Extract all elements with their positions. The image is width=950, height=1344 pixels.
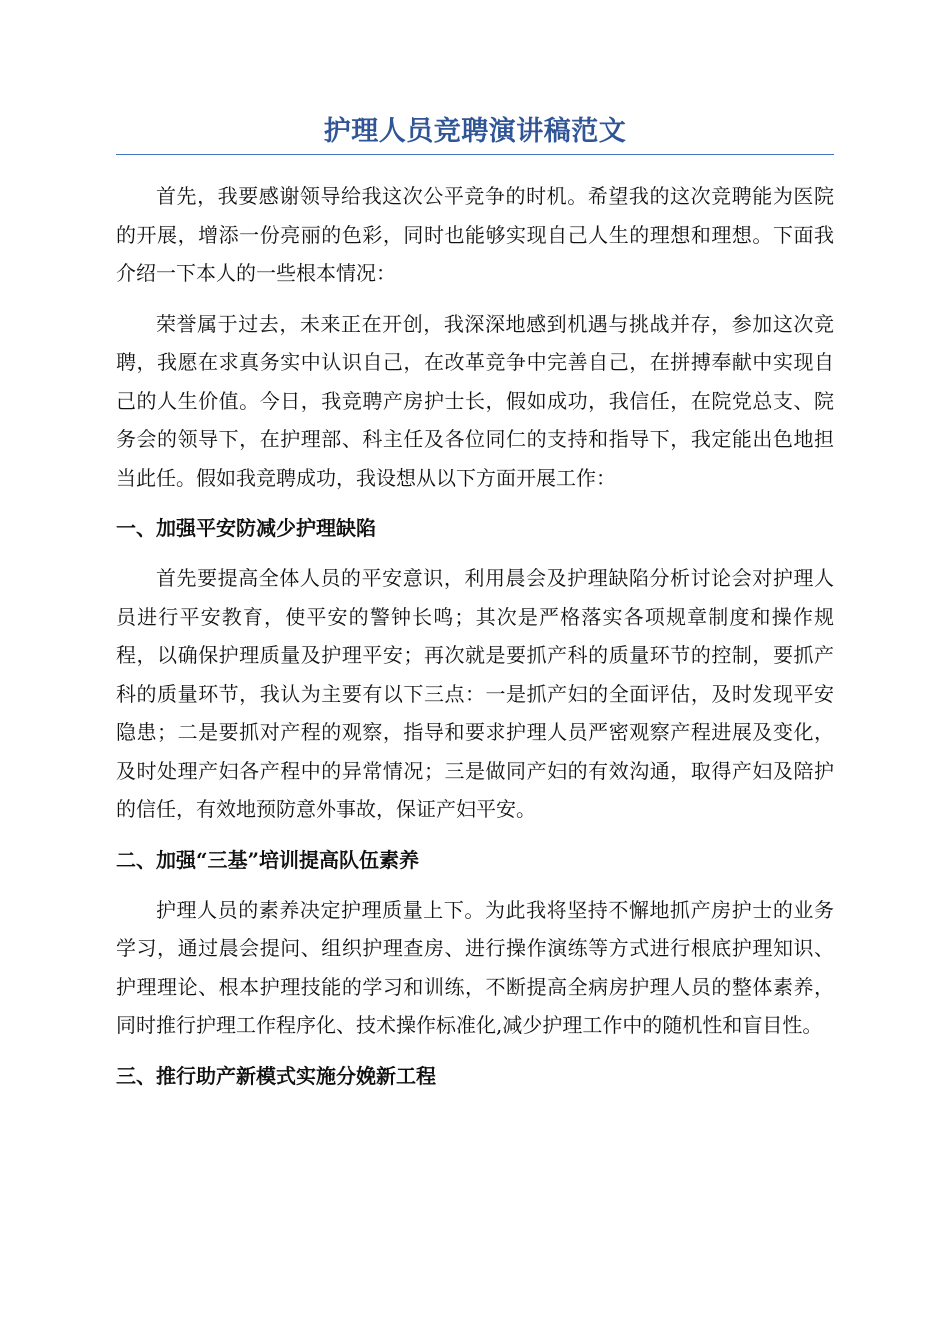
section-body-2: 护理人员的素养决定护理质量上下。为此我将坚持不懈地抓产房护士的业务学习，通过晨会提问、组织护理查房、进行操作演练等方式进行根底护理知识、护理理论、根本护理技能的学习和训练，不断提高全病房护理人员的整体素养，同时推行护理工作程序化、技术操作标准化,减少护理工作中的随机性和盲目性。 (116, 897, 834, 1037)
intro-paragraph-1: 首先，我要感谢领导给我这次公平竞争的时机。希望我的这次竞聘能为医院的开展，增添一份亮丽的色彩，同时也能够实现自己人生的理想和理想。下面我介绍一下本人的一些根本情况： (116, 184, 834, 285)
document-page (116, 112, 834, 1107)
title-underline (116, 154, 834, 155)
section-body-1: 首先要提高全体人员的平安意识，利用晨会及护理缺陷分析讨论会对护理人员进行平安教育，使平安的警钟长鸣；其次是严格落实各项规章制度和操作规程，以确保护理质量及护理平安；再次就是要抓产科的质量环节的控制，要抓产科的质量环节，我认为主要有以下三点：一是抓产妇的全面评估，及时发现平安隐患；二是要抓对产程的观察，指导和要求护理人员严密观察产程进展及变化，及时处理产妇各产程中的异常情况；三是做同产妇的有效沟通，取得产妇及陪护的信任，有效地预防意外事故，保证产妇平安。 (116, 566, 834, 821)
section-heading-3: 三、推行助产新模式实施分娩新工程 (116, 1063, 436, 1088)
document-title: 护理人员竞聘演讲稿范文 (323, 116, 627, 147)
section-heading-1: 一、加强平安防减少护理缺陷 (116, 516, 376, 540)
section-heading-2: 二、加强“三基”培训提高队伍素养 (116, 847, 420, 872)
intro-paragraph-2: 荣誉属于过去，未来正在开创，我深深地感到机遇与挑战并存，参加这次竞聘，我愿在求真务实中认识自己，在改革竞争中完善自己，在拼搏奉献中实现自己的人生价值。今日，我竞聘产房护士长，假如成功，我信任，在院党总支、院务会的领导下，在护理部、科主任及各位同仁的支持和指导下，我定能出色地担当此任。假如我竞聘成功，我设想从以下方面开展工作： (116, 311, 834, 490)
